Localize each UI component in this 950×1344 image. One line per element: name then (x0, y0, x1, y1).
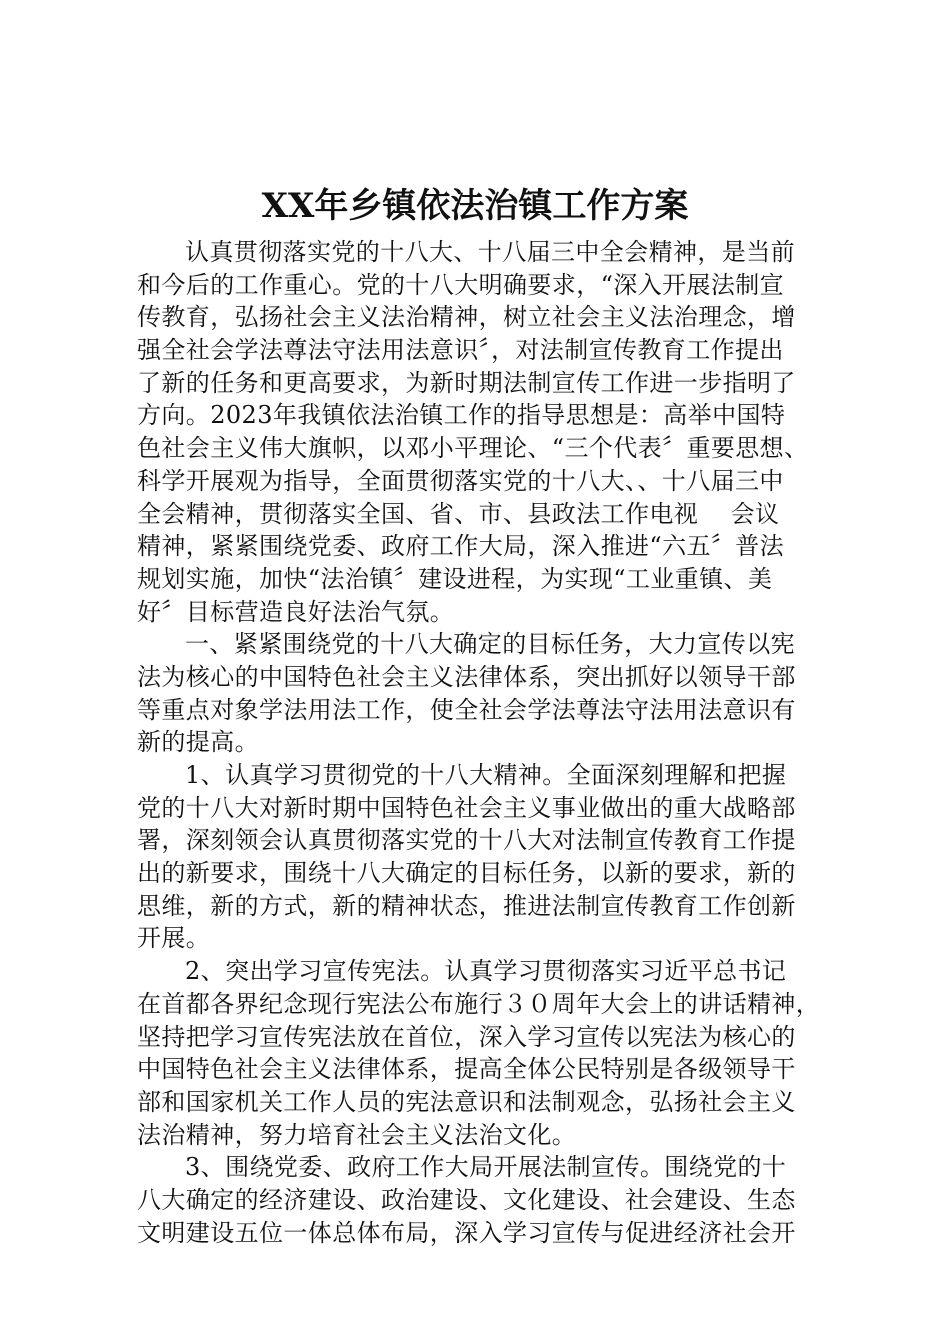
body-text-line: 全会精神，贯彻落实全国、省、市、县政法工作电视 会议 (137, 499, 780, 528)
body-text-line: 文明建设五位一体总体布局，深入学习宣传与促进经济社会开 (137, 1218, 796, 1247)
body-text-line: 法治精神，努力培育社会主义法治文化。 (137, 1120, 577, 1149)
body-text-line: 坚持把学习宣传宪法放在首位，深入学习宣传以宪法为核心的 (137, 1022, 796, 1051)
document-body (137, 236, 837, 1249)
body-text-line: 精神，紧紧围绕党委、政府工作大局，深入推进“六五〞普法 (137, 532, 785, 561)
body-text-line: 思维，新的方式，新的精神状态，推进法制宣传教育工作创新 (137, 891, 796, 920)
body-text-line: 新的提高。 (137, 728, 259, 757)
body-text-line: 强全社会学法尊法守法用法意识〞，对法制宣传教育工作提出 (137, 336, 784, 365)
body-text-line: 1、认真学习贯彻党的十八大精神。全面深刻理解和把握 (185, 761, 787, 789)
body-text-line: 3、围绕党委、政府工作大局开展法制宣传。围绕党的十 (185, 1153, 787, 1182)
body-text-line: 一、紧紧围绕党的十八大确定的目标任务，大力宣传以宪 (185, 630, 795, 659)
body-text-line: 出的新要求，围绕十八大确定的目标任务，以新的要求，新的 (137, 859, 796, 888)
body-text-line: 中国特色社会主义法律体系，提高全体公民特别是各级领导干 (137, 1055, 796, 1084)
body-text-line: 规划实施，加快“法治镇〞建设进程，为实现“工业重镇、美 (137, 564, 773, 593)
body-text-line: 部和国家机关工作人员的宪法意识和法制观念，弘扬社会主义 (137, 1087, 796, 1116)
body-text-line: 开展。 (137, 924, 211, 953)
body-text-line: 色社会主义伟大旗帜，以邓小平理论、“三个代表〞重要思想、 (137, 434, 809, 463)
body-text-line: 传教育，弘扬社会主义法治精神，树立社会主义法治理念，增 (137, 303, 796, 332)
body-text-line: 八大确定的经济建设、政治建设、文化建设、社会建设、生态 (137, 1185, 796, 1214)
body-text-line: 法为核心的中国特色社会主义法律体系，突出抓好以领导干部 (137, 662, 796, 691)
body-text-line: 科学开展观为指导，全面贯彻落实党的十八大、、十八届三中 (137, 466, 784, 495)
body-text-line: 党的十八大对新时期中国特色社会主义事业做出的重大战略部 (137, 793, 796, 822)
body-text-line: 认真贯彻落实党的十八大、十八届三中全会精神，是当前 (185, 238, 795, 266)
body-text-line: 方向。2023年我镇依法治镇工作的指导思想是：高举中国特 (137, 401, 786, 430)
body-text-line: 了新的任务和更高要求，为新时期法制宣传工作进一步指明了 (137, 368, 796, 397)
body-text-line: 和今后的工作重心。党的十八大明确要求，“深入开展法制宣 (137, 270, 785, 299)
body-text-line: 署，深刻领会认真贯彻落实党的十八大对法制宣传教育工作提 (137, 826, 796, 855)
body-text-line: 等重点对象学法用法工作，使全社会学法尊法守法用法意识有 (137, 695, 796, 724)
body-text-line: 好〞目标营造良好法治气氛。 (137, 597, 455, 626)
body-text-line: 2、突出学习宣传宪法。认真学习贯彻落实习近平总书记 (185, 957, 787, 986)
body-text-line: 在首都各界纪念现行宪法公布施行３０周年大会上的讲话精神， (137, 989, 821, 1018)
document-title: XX年乡镇依法治镇工作方案 (261, 186, 689, 226)
